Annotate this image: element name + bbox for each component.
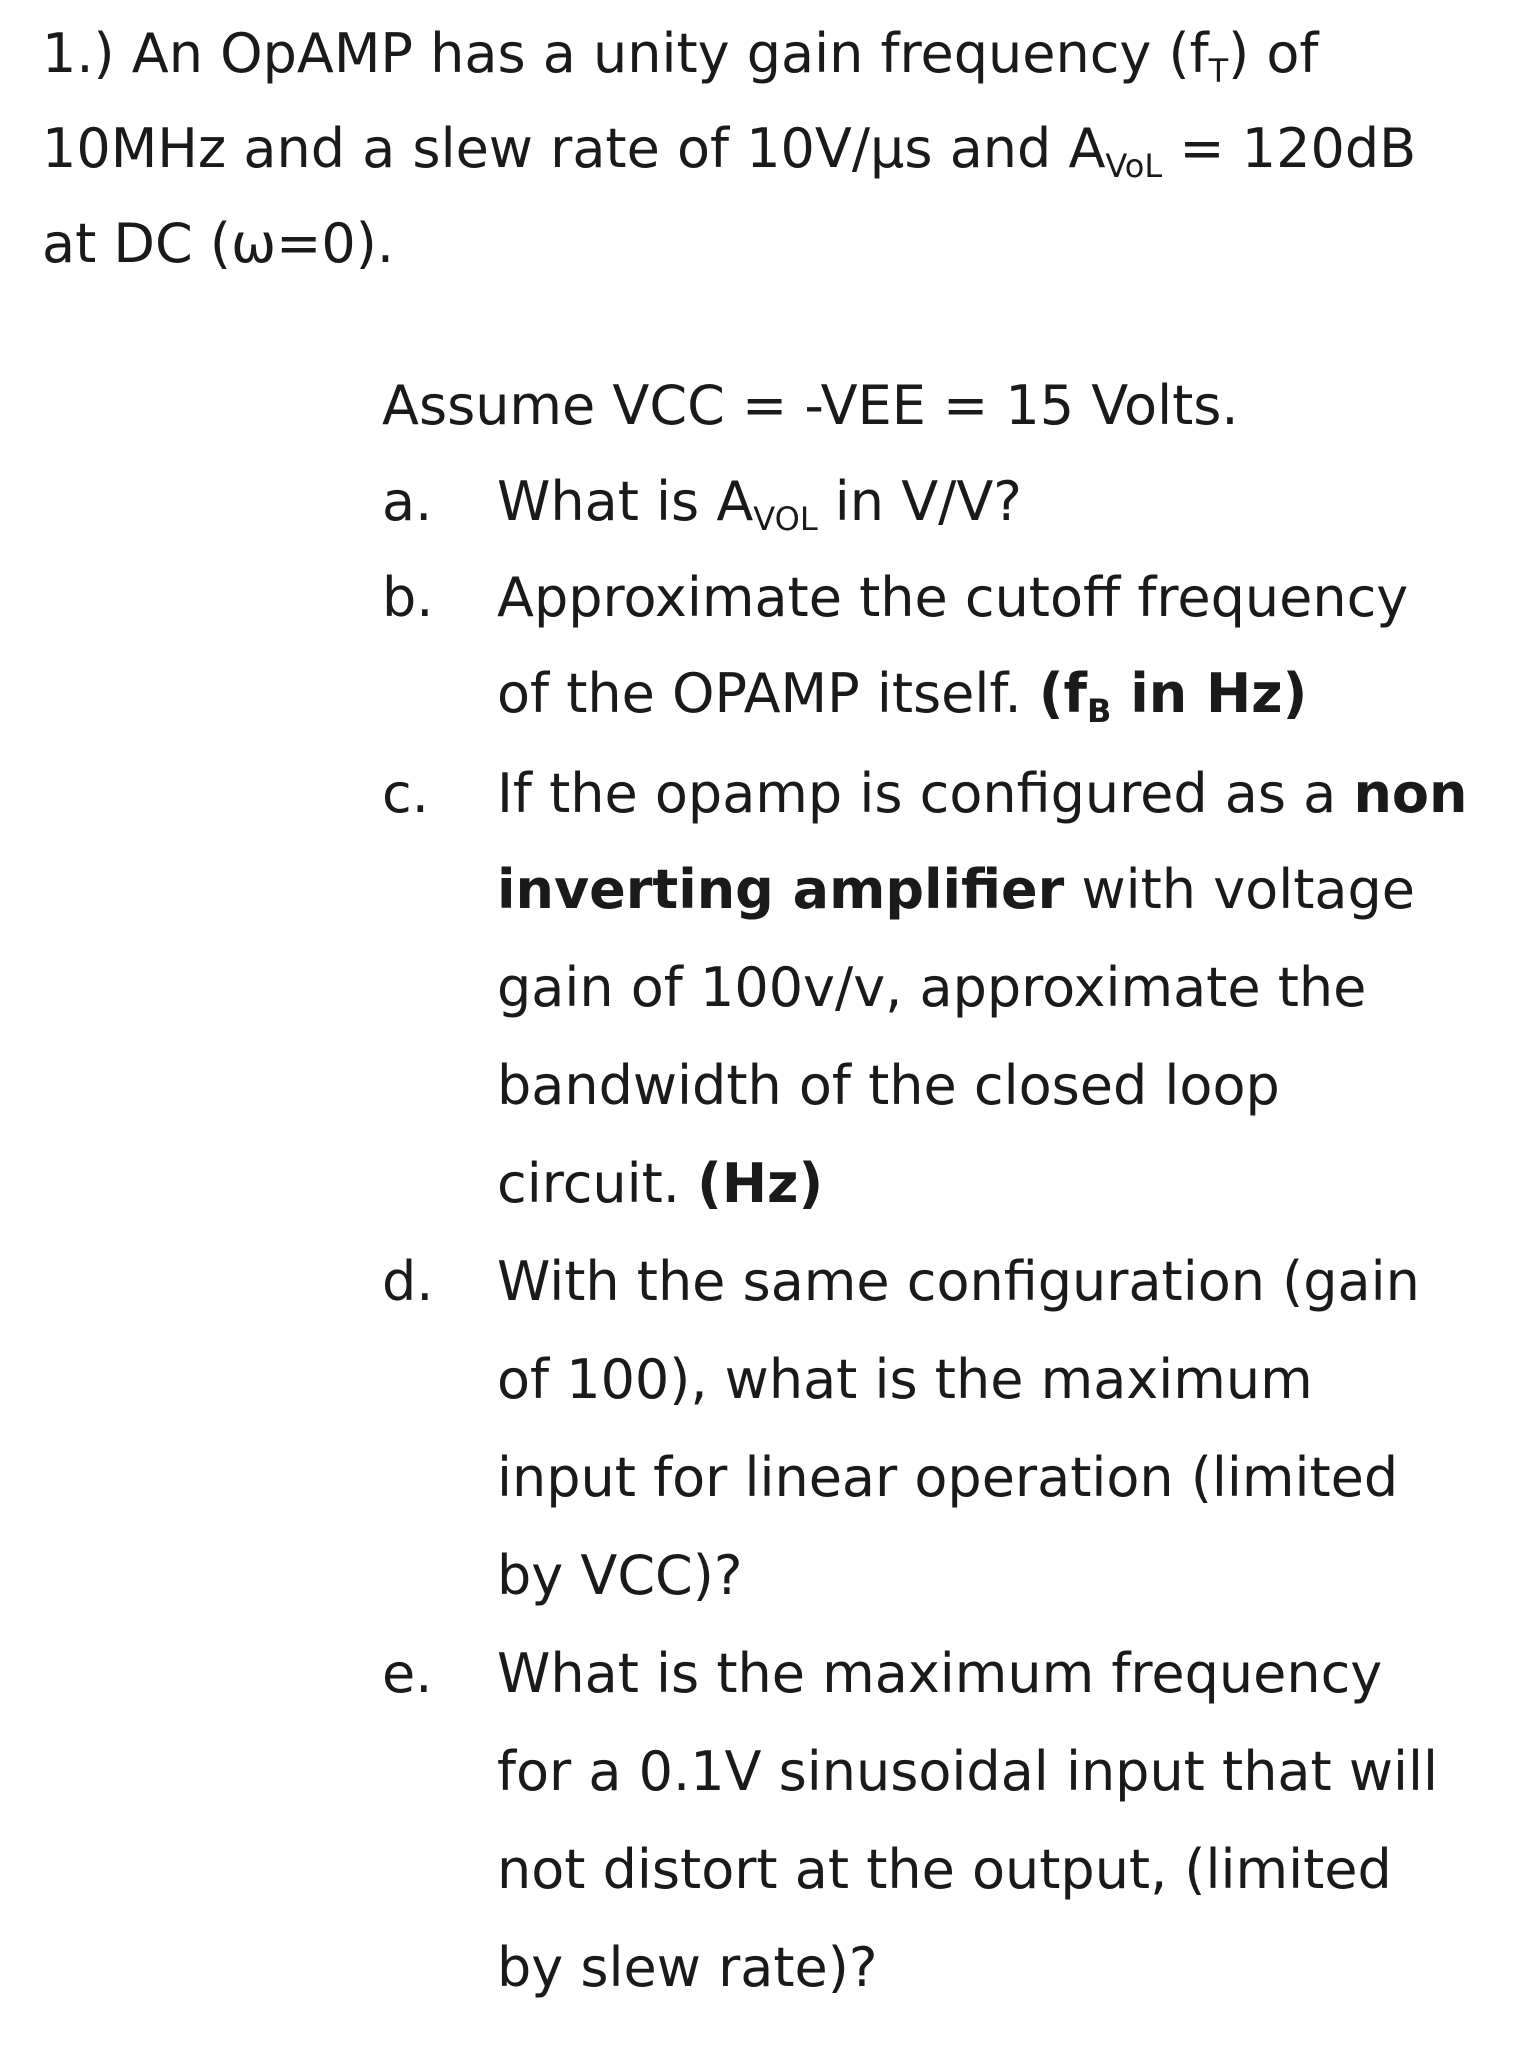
item-marker-a: a. — [382, 470, 433, 533]
item-bold-text: in Hz) — [1111, 662, 1308, 725]
assumption-text: Assume VCC = -VEE = 15 Volts. — [382, 374, 1239, 437]
problem-text: = 120dB — [1162, 117, 1417, 180]
item-text: bandwidth of the closed loop — [497, 1054, 1280, 1117]
item-text: With the same configuration (gain — [497, 1250, 1420, 1313]
item-bold-text: inverting amplifier — [497, 858, 1065, 921]
item-text: gain of 100v/v, approximate the — [497, 956, 1367, 1019]
problem-text: 10MHz and a slew rate of 10V/µs and A — [42, 117, 1106, 180]
item-e-line-3 — [497, 1838, 1392, 1902]
item-e-line-2 — [497, 1740, 1438, 1804]
item-e-line-4 — [497, 1936, 878, 2000]
item-d-line-2 — [497, 1348, 1313, 1412]
problem-text: An OpAMP has a unity gain frequency (f — [131, 22, 1209, 85]
item-text: in V/V? — [817, 470, 1022, 533]
item-text: by slew rate)? — [497, 1936, 878, 1999]
item-c-line-1 — [497, 762, 1467, 826]
problem-line-3 — [42, 212, 394, 276]
item-text: by VCC)? — [497, 1544, 743, 1607]
item-d-line-3 — [497, 1446, 1398, 1510]
item-text: input for linear operation (limited — [497, 1446, 1399, 1509]
item-c-line-4 — [497, 1054, 1280, 1118]
item-text: with voltage — [1064, 858, 1415, 921]
item-marker-b: b. — [382, 566, 434, 629]
item-marker-c: c. — [382, 762, 429, 825]
problem-line-1 — [42, 22, 1319, 90]
item-text: not distort at the output, (limited — [497, 1838, 1392, 1901]
item-marker-e: e. — [382, 1642, 433, 1705]
item-c-line-2 — [497, 858, 1415, 922]
problem-line-2 — [42, 117, 1417, 185]
item-text: of the OPAMP itself. — [497, 662, 1039, 725]
item-e-line-1 — [497, 1642, 1382, 1706]
problem-number: 1.) — [42, 22, 115, 85]
assumption-line — [382, 374, 1239, 438]
item-marker-d: d. — [382, 1250, 434, 1313]
item-d-line-4 — [497, 1544, 742, 1608]
subscript: VoL — [1105, 147, 1163, 185]
item-text: Approximate the cutoff frequency — [497, 566, 1409, 629]
item-a-line-1 — [497, 470, 1022, 538]
problem-text: at DC (ω=0). — [42, 212, 395, 275]
item-text: circuit. — [497, 1152, 698, 1215]
item-text: What is the maximum frequency — [497, 1642, 1383, 1705]
subscript: B — [1087, 692, 1112, 730]
subscript: VOL — [753, 500, 818, 538]
subscript: T — [1208, 52, 1229, 90]
item-c-line-5 — [497, 1152, 823, 1216]
item-bold-text: (f — [1038, 662, 1088, 725]
item-b-line-1 — [497, 566, 1408, 630]
item-text: If the opamp is configured as a — [497, 762, 1354, 825]
item-c-line-3 — [497, 956, 1366, 1020]
problem-text: ) of — [1228, 22, 1319, 85]
item-bold-text: (Hz) — [697, 1152, 824, 1215]
item-bold-text: non — [1353, 762, 1468, 825]
item-text: of 100), what is the maximum — [497, 1348, 1313, 1411]
item-b-line-2 — [497, 662, 1308, 730]
item-text: for a 0.1V sinusoidal input that will — [497, 1740, 1439, 1803]
item-text: What is A — [497, 470, 754, 533]
item-d-line-1 — [497, 1250, 1420, 1314]
